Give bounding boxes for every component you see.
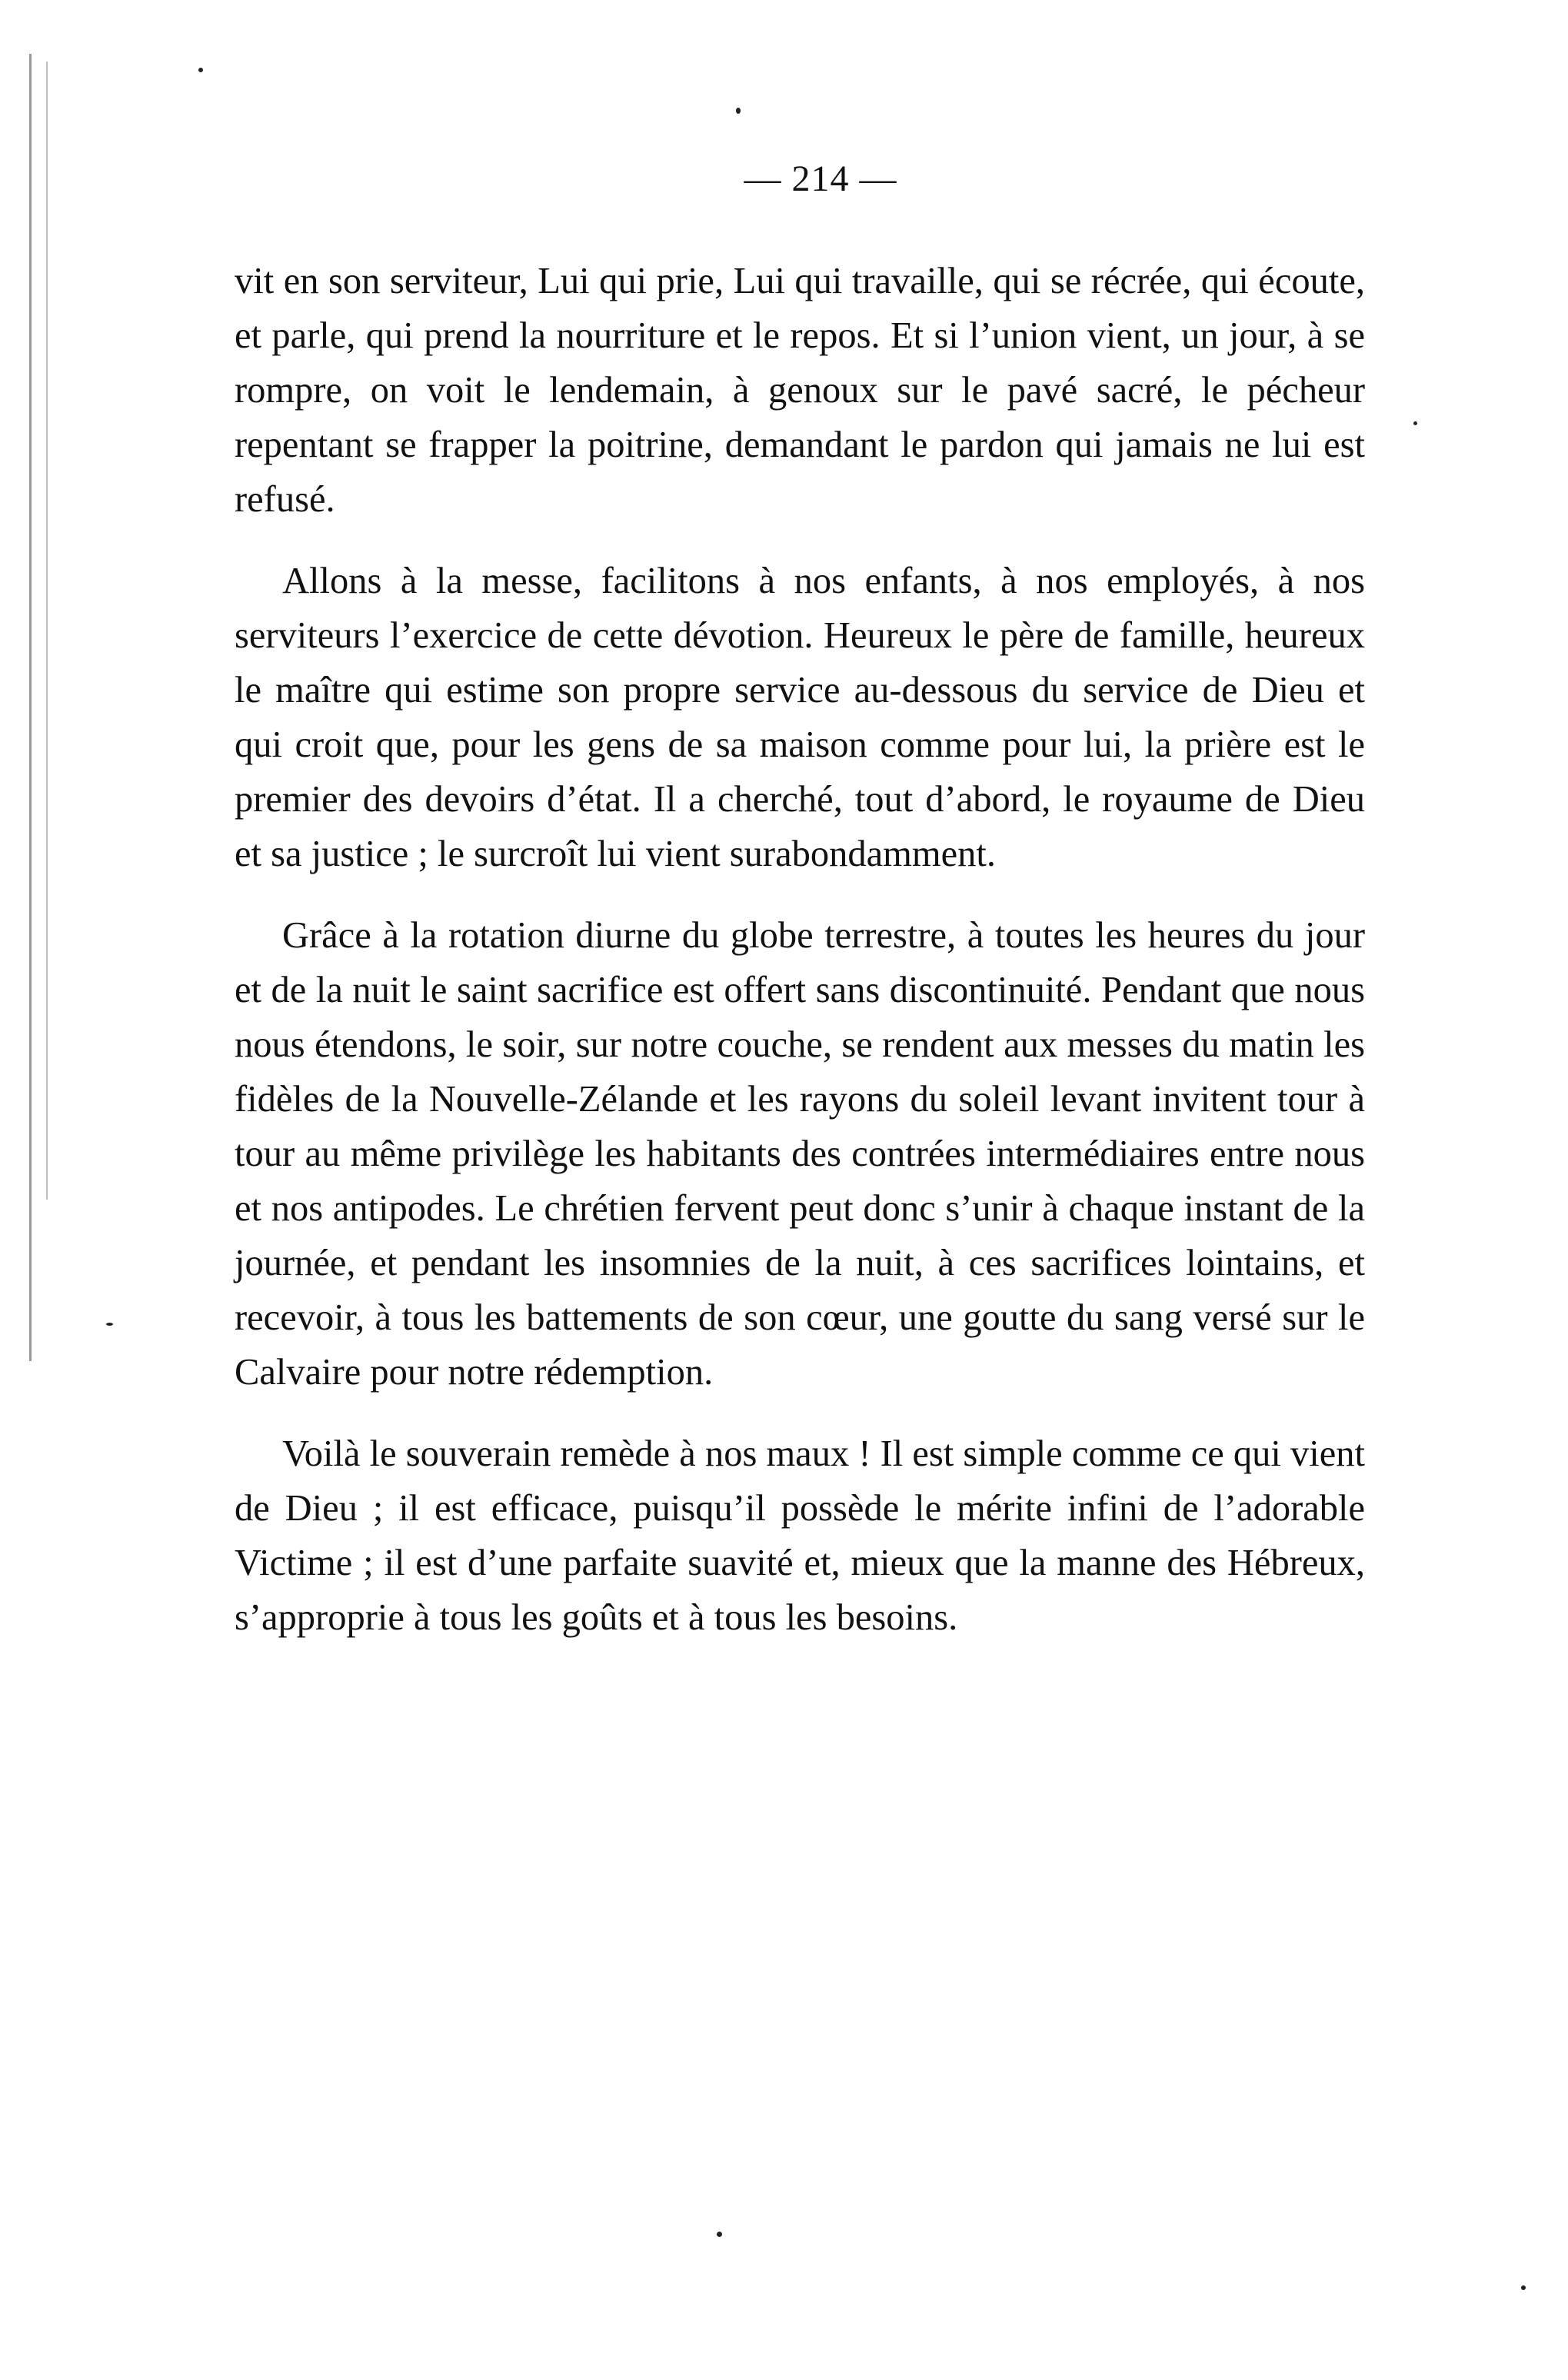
- scan-speck: [106, 1323, 113, 1326]
- scan-speck: [1413, 421, 1417, 425]
- scan-speck: [198, 68, 203, 72]
- paragraph: Voilà le souverain remède à nos maux ! Il est simple comme ce qui vient de Dieu ; il est efficace, puisqu’il possède le mérite infini de l’adorable Victime ; il est d’une parfaite suavité et, mieux que la manne des Hébreux, s’approprie à tous les goûts et à tous les besoins.: [235, 1433, 1365, 1638]
- page-number: — 214 —: [744, 158, 897, 199]
- paragraph: Allons à la messe, facilitons à nos enfants, à nos employés, à nos serviteurs l’exercice de cette dévotion. Heureux le père de famille, heureux le maître qui estime son propre service au-dessous du service de Dieu et qui croit que, pour les gens de sa maison comme pour lui, la prière est le premier des devoirs d’état. Il a cherché, tout d’abord, le royaume de Dieu et sa justice ; le surcroît lui vient surabondamment.: [235, 561, 1365, 874]
- paragraph: Grâce à la rotation diurne du globe terrestre, à toutes les heures du jour et de la nuit le saint sacrifice est offert sans discontinuité. Pendant que nous nous étendons, le soir, sur notre couche, se rendent aux messes du matin les fidèles de la Nouvelle-Zélande et les rayons du soleil levant invitent tour à tour au même privilège les habitants des contrées intermédiaires entre nous et nos antipodes. Le chrétien fervent peut donc s’unir à chaque instant de la journée, et pendant les insomnies de la nuit, à ces sacrifices lointains, et recevoir, à tous les battements de son cœur, une goutte du sang versé sur le Calvaire pour notre rédemption.: [235, 915, 1365, 1393]
- binding-edge-line: [29, 54, 32, 1361]
- scan-speck: [1521, 2285, 1526, 2290]
- binding-edge-shadow: [46, 62, 48, 1200]
- paragraph: vit en son serviteur, Lui qui prie, Lui qui travaille, qui se récrée, qui écoute, et parle, qui prend la nourriture et le repos. Et si l’union vient, un jour, à se rompre, on voit le lendemain, à genoux sur le pavé sacré, le pécheur repentant se frapper la poitrine, demandant le pardon qui jamais ne lui est refusé.: [235, 261, 1365, 520]
- scan-speck: [717, 2232, 722, 2237]
- body-text: [235, 254, 1365, 1672]
- scan-speck: [736, 108, 741, 114]
